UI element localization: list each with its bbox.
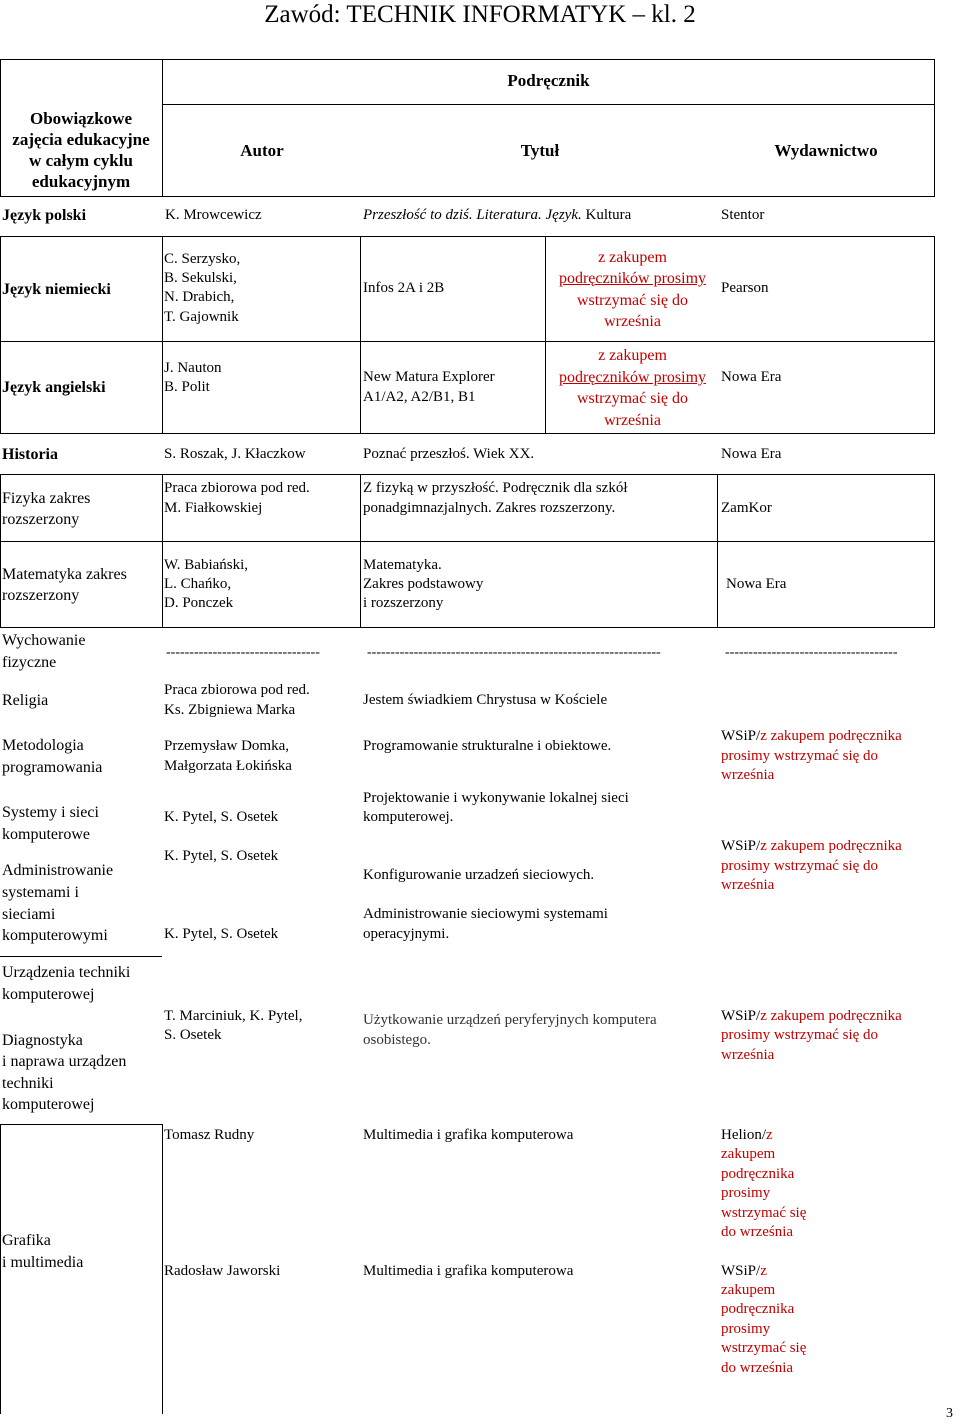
subject-admin-1: Administrowanie	[2, 862, 114, 879]
note-niemiecki-4: września	[604, 313, 661, 330]
subject-grafika-2: i multimedia	[2, 1254, 84, 1271]
subject-matematyka-2: rozszerzony	[2, 587, 80, 604]
header-autor: Autor	[240, 141, 284, 160]
rule	[0, 341, 935, 342]
wsip-note-1-line-1: WSiP/z zakupem podręcznika	[721, 728, 902, 744]
subject-wf-2: fizyczne	[2, 654, 57, 671]
rule	[360, 474, 361, 628]
author-matematyka-1: W. Babiański,	[164, 557, 249, 573]
subject-historia: Historia	[2, 446, 58, 463]
subject-admin-2: systemami i	[2, 884, 79, 901]
title-urzadzenia-1: Użytkowanie urządzeń peryferyjnych komputera	[363, 1012, 657, 1028]
wsip-note-3-line-3: września	[721, 1047, 775, 1063]
subject-metodologia-2: programowania	[2, 759, 103, 776]
rule	[0, 59, 935, 60]
dash-publisher-wf: -------------------------------------	[725, 645, 898, 660]
subject-wf-1: Wychowanie	[2, 632, 86, 649]
rule	[0, 474, 1, 628]
rule	[0, 956, 162, 957]
title-fizyka-1: Z fizyką w przyszłość. Podręcznik dla szkół	[363, 480, 628, 496]
author-fizyka-1: Praca zbiorowa pod red.	[164, 480, 310, 496]
title-niemiecki: Infos 2A i 2B	[363, 280, 445, 296]
author-metodologia-2: Małgorzata Łokińska	[164, 758, 292, 774]
note-angielski-2: podręczników prosimy	[558, 369, 707, 386]
subject-fizyka-2: rozszerzony	[2, 511, 80, 528]
author-niemiecki-3: N. Drabich,	[164, 289, 235, 305]
author-angielski-2: B. Polit	[164, 379, 210, 395]
publisher-grafika-1-line-2: zakupem	[721, 1146, 776, 1162]
title-historia: Poznać przeszłoś. Wiek XX.	[363, 446, 535, 462]
author-urzadzenia-1: T. Marciniuk, K. Pytel,	[164, 1008, 303, 1024]
title-konfig: Konfigurowanie urzadzeń sieciowych.	[363, 867, 595, 883]
author-religia-1: Praca zbiorowa pod red.	[164, 682, 310, 698]
author-metodologia-1: Przemysław Domka,	[164, 738, 289, 754]
author-matematyka-3: D. Ponczek	[164, 595, 234, 611]
title-polski: Przeszłość to dziś. Literatura. Język. Kultura	[363, 207, 632, 223]
rule	[162, 1124, 163, 1414]
subject-diagnostyka-3: techniki	[2, 1075, 54, 1092]
subject-admin-3: sieciami	[2, 906, 56, 923]
publisher-angielski: Nowa Era	[721, 369, 782, 385]
rule	[0, 541, 935, 542]
note-angielski-4: września	[604, 412, 661, 429]
header-obowiazkowe-4: edukacyjnym	[31, 172, 131, 191]
author-grafika-2: Radosław Jaworski	[164, 1263, 281, 1279]
author-angielski-1: J. Nauton	[164, 360, 222, 376]
header-podrecznik: Podręcznik	[507, 71, 590, 90]
subject-matematyka-1: Matematyka zakres	[2, 566, 127, 583]
subject-systemy-1: Systemy i sieci	[2, 804, 99, 821]
publisher-fizyka: ZamKor	[721, 500, 772, 516]
rule	[360, 236, 361, 434]
note-niemiecki-2: podręczników prosimy	[558, 270, 707, 287]
subject-diagnostyka-2: i naprawa urządzen	[2, 1053, 127, 1070]
wsip-note-2-line-1: WSiP/z zakupem podręcznika	[721, 838, 902, 854]
header-obowiazkowe-1: Obowiązkowe	[30, 109, 132, 128]
rule	[0, 1124, 1, 1414]
publisher-grafika-1-line-6: do września	[721, 1224, 794, 1240]
author-niemiecki-2: B. Sekulski,	[164, 270, 237, 286]
rule	[0, 1124, 162, 1125]
publisher-grafika-2-line-1: WSiP/z	[721, 1263, 767, 1279]
subject-fizyka-1: Fizyka zakres	[2, 490, 91, 507]
publisher-polski: Stentor	[721, 207, 765, 223]
rule	[0, 474, 935, 475]
header-tytul: Tytuł	[520, 141, 560, 160]
title-admin-2: operacyjnymi.	[363, 926, 450, 942]
title-matematyka-3: i rozszerzony	[363, 595, 444, 611]
subject-niemiecki: Język niemiecki	[2, 281, 111, 298]
wsip-note-2-line-2: prosimy wstrzymać się do	[721, 858, 879, 874]
subject-angielski: Język angielski	[2, 379, 106, 396]
page-title: Zawód: TECHNIK INFORMATYK – kl. 2	[264, 1, 696, 28]
publisher-grafika-1-line-4: prosimy	[721, 1185, 771, 1201]
publisher-grafika-2-line-6: do września	[721, 1360, 794, 1376]
rule	[0, 433, 935, 434]
title-systemy-2: komputerowej.	[363, 809, 454, 825]
wsip-note-1-line-3: września	[721, 767, 775, 783]
author-grafika-1: Tomasz Rudny	[164, 1127, 255, 1143]
subject-religia: Religia	[2, 692, 49, 709]
header-wydawnictwo: Wydawnictwo	[774, 141, 878, 160]
wsip-note-1-line-2: prosimy wstrzymać się do	[721, 748, 879, 764]
title-matematyka-1: Matematyka.	[363, 557, 442, 573]
author-niemiecki-4: T. Gajownik	[164, 309, 239, 325]
subject-polski: Język polski	[2, 207, 87, 224]
rule	[0, 236, 1, 434]
title-metodologia: Programowanie strukturalne i obiektowe.	[363, 738, 612, 754]
title-angielski-1: New Matura Explorer	[363, 369, 495, 385]
publisher-grafika-2-line-2: zakupem	[721, 1282, 776, 1298]
publisher-grafika-1-line-5: wstrzymać się	[721, 1205, 807, 1221]
rule	[717, 474, 718, 628]
subject-urzadzenia-1: Urządzenia techniki	[2, 964, 131, 981]
publisher-grafika-2-line-5: wstrzymać się	[721, 1340, 807, 1356]
title-admin-1: Administrowanie sieciowymi systemami	[363, 906, 608, 922]
author-urzadzenia-2: S. Osetek	[164, 1027, 222, 1043]
note-niemiecki-3: wstrzymać się do	[576, 292, 689, 309]
rule	[162, 474, 163, 628]
title-urzadzenia-2: osobistego.	[363, 1032, 431, 1048]
dash-author-wf: ---------------------------------	[166, 645, 320, 660]
subject-diagnostyka-4: komputerowej	[2, 1096, 95, 1113]
subject-diagnostyka-1: Diagnostyka	[2, 1032, 83, 1049]
wsip-note-3-line-2: prosimy wstrzymać się do	[721, 1027, 879, 1043]
publisher-historia: Nowa Era	[721, 446, 782, 462]
subject-admin-4: komputerowymi	[2, 927, 108, 944]
header-obowiazkowe-3: w całym cyklu	[29, 151, 133, 170]
subject-urzadzenia-2: komputerowej	[2, 986, 95, 1003]
note-angielski-1: z zakupem	[598, 347, 667, 364]
subject-grafika-1: Grafika	[2, 1232, 51, 1249]
publisher-grafika-2-line-4: prosimy	[721, 1321, 771, 1337]
author-systemy: K. Pytel, S. Osetek	[164, 809, 279, 825]
subject-metodologia-1: Metodologia	[2, 737, 84, 754]
note-niemiecki-1: z zakupem	[598, 249, 667, 266]
publisher-niemiecki: Pearson	[721, 280, 769, 296]
title-systemy-1: Projektowanie i wykonywanie lokalnej sieci	[363, 790, 629, 806]
author-matematyka-2: L. Chańko,	[164, 576, 232, 592]
publisher-grafika-1-line-1: Helion/z	[721, 1127, 773, 1143]
rule	[934, 474, 935, 628]
publisher-matematyka: Nowa Era	[726, 576, 787, 592]
title-fizyka-2: ponadgimnazjalnych. Zakres rozszerzony.	[363, 500, 616, 516]
rule	[0, 236, 935, 237]
rule	[162, 236, 163, 434]
title-grafika-1: Multimedia i grafika komputerowa	[363, 1127, 574, 1143]
publisher-grafika-1-line-3: podręcznika	[721, 1166, 795, 1182]
subject-systemy-2: komputerowe	[2, 826, 90, 843]
author-admin: K. Pytel, S. Osetek	[164, 926, 279, 942]
rule	[0, 627, 935, 628]
author-niemiecki-1: C. Serzysko,	[164, 251, 241, 267]
dash-title-wf: ---------------------------------------------------------------	[367, 645, 661, 660]
wsip-note-2-line-3: września	[721, 877, 775, 893]
note-angielski-3: wstrzymać się do	[576, 390, 689, 407]
page-number: 3	[946, 1406, 953, 1421]
wsip-note-3-line-1: WSiP/z zakupem podręcznika	[721, 1008, 902, 1024]
title-angielski-2: A1/A2, A2/B1, B1	[363, 389, 476, 405]
publisher-grafika-2-line-3: podręcznika	[721, 1301, 795, 1317]
author-polski: K. Mrowcewicz	[165, 207, 262, 223]
title-grafika-2: Multimedia i grafika komputerowa	[363, 1263, 574, 1279]
header-obowiazkowe-2: zajęcia edukacyjne	[12, 130, 150, 149]
rule	[934, 236, 935, 434]
title-religia: Jestem świadkiem Chrystusa w Kościele	[363, 692, 608, 708]
author-fizyka-2: M. Fiałkowskiej	[164, 500, 263, 516]
author-historia: S. Roszak, J. Kłaczkow	[164, 446, 306, 462]
title-matematyka-2: Zakres podstawowy	[363, 576, 484, 592]
author-religia-2: Ks. Zbigniewa Marka	[164, 702, 296, 718]
rule	[162, 104, 935, 105]
rule	[0, 196, 935, 197]
author-konfig: K. Pytel, S. Osetek	[164, 848, 279, 864]
